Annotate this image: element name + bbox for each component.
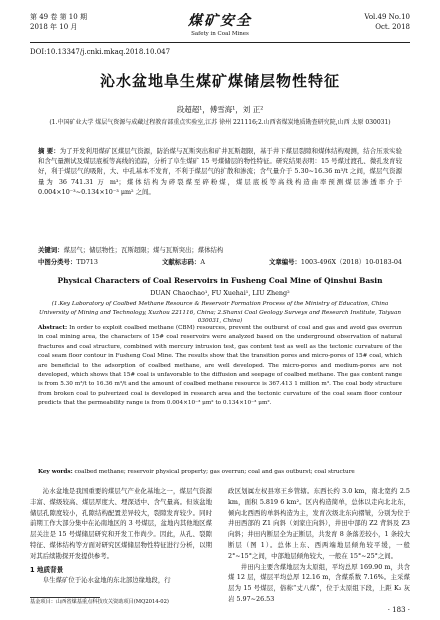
document-code — [162, 257, 205, 266]
classification-line — [38, 257, 402, 266]
art-value: 1003-496X（2018）10-0183-04 — [300, 258, 402, 266]
journal-masthead — [30, 10, 410, 37]
journal-name-cn: 煤矿安全 — [188, 13, 252, 29]
body-paragraph: 井田内主要含煤地层为太原组，平均总厚 169.90 m，共含煤 12 层，煤层平均总厚 12.16 m，含煤系数 7.16%。主采煤层为 15 号煤层，俗称“丈八煤”，位于太原组下段，上距 K₂ 灰岩 5.97~26.53 — [228, 562, 410, 603]
header-right — [364, 12, 410, 32]
english-affiliation: (1.Key Laboratory of Coalbed Methane Resource & Reservoir Formation Process of the Ministry of Education, China University of Mining and Technology, Xuzhou 221116, China; 2.Shanxi Coal Geology Surveys and Research Institute, Taiyuan 030031, China) — [38, 301, 402, 325]
abstract-cn — [38, 146, 402, 197]
section-heading: 1 地质背景 — [30, 565, 64, 574]
doc-label: 文献标志码： — [161, 258, 201, 266]
abstract-text: 为了开发利用煤矿区煤层气资源，防治煤与瓦斯突出和矿井瓦斯超限，基于井下煤层裂隙和煤体结构观测，结合压汞实验和含气量测试及煤层底板等高线的追踪，分析了阜生煤矿 15 号煤储层的物性特征。研究结果表明：15 号煤过渡孔、微孔发育较好，利于煤层气的吸附，大、中孔基本不发育，不利于煤层气的扩散和渗流；含气量介于 5.30~16.36 m³/t 之间，煤层气资源量为 36 741.31 万 m³；煤体结构为碎裂煤至碎粉煤，煤层底板等高线构造曲率预测煤层渗透率介于 0.004×10⁻³~0.134×10⁻³ μm² 之间。 — [38, 147, 403, 196]
english-abstract — [38, 324, 402, 409]
running-header — [30, 10, 410, 42]
keywords-text: 煤层气；储层物性；瓦斯超限；煤与瓦斯突出；煤体结构 — [63, 246, 224, 254]
english-keywords-label: Key words: — [38, 469, 73, 475]
english-authors: DUAN Chaochao¹, FU Xuehai¹, LIU Zheng² — [150, 289, 290, 297]
english-abstract-text: In order to exploit coalbed methane (CBM) resources, prevent the outburst of coal and gas and avoid gas overrun in coal mining area, the characters of 15# coal reservoirs were analyzed based on the underground observation of natural fractures and coal structure, combined with mercury intrusion test, gas content test as well as the tectonic curvature of the coal seam floor contour in Fusheng Coal Mine. The results show that the transition pores and micro-pores of 15# coal, which are beneficial to the adsorption of coalbed methane, are well developed. The micro-pores and medium-pores are not developed, which shows that 15# coal is unfavorable to the diffusion and seepage of coalbed methane. The gas content range is from 5.30 m³/t to 16.36 m³/t and the amount of coalbed methane resource is 367.413 1 million m³. The coal body structure from broken coal to pulverized coal is developed in research area and the tectonic curvature of the coal seam floor contour predicts that the permeability range is from 0.004×10⁻³ μm² to 0.134×10⁻³ μm². — [38, 325, 402, 407]
doi: DOI:10.13347/j.cnki.mkaq.2018.10.047 — [30, 48, 171, 56]
header-rule — [30, 42, 410, 43]
page-number: · 183 · — [387, 606, 410, 614]
english-title: Physical Characters of Coal Reservoirs in Fusheng Coal Mine of Qinshui Basin — [57, 276, 383, 285]
clc-code — [38, 257, 98, 266]
abstract-label: 摘 要： — [38, 147, 60, 155]
body-paragraph: 阜生煤矿位于沁水盆地的东北部边缘地段，行 — [42, 576, 171, 585]
article-number — [269, 257, 402, 266]
english-abstract-label: Abstract: — [38, 325, 68, 331]
journal-name-en: Safety in Coal Mines — [191, 31, 249, 37]
footnote: 基金项目：山西省煤基重点科技攻关资助项目(MQ2014-02) — [30, 599, 169, 605]
body-paragraph: 政区划属左权县寒王乡管辖。东西长约 3.0 km，南北宽约 2.5 km，面积 5.819 6 km²。区内构造简单，总体以走向北北东，倾向北西西的单斜构造为主，发育次级北东向褶皱，分别为位于井田西部的 Z1 向斜（刘家庄向斜），井田中部的 Z2 背斜及 Z3 向斜；井田内断层全为正断层，共发育 8 条落差较小，1 条较大断层（图 1）。总体上东、西两端地层倾角较平缓，一般 2°~15°之间，中部地层倾角较大，一般在 15°~25°之间。 — [228, 487, 410, 560]
keywords-cn — [38, 245, 402, 255]
english-keywords-text: coalbed methane; reservoir physical property; gas overrun; coal and gas outburst; coal structure — [74, 469, 355, 475]
paper-title: 沁水盆地阜生煤矿煤储层物性特征 — [99, 72, 340, 90]
english-keywords — [38, 468, 402, 477]
body-paragraph: 沁水盆地是我国重要的煤层气产业化基地之一，煤层气资源丰富、煤级较高、煤层厚度大、埋深适中、含气量高。但该盆地储层孔隙度较小，孔隙结构配置差异较大，裂隙发育较少。同时前期工作大部分集中在沁南地区的 3 号煤层，盆地内其他地区煤层关注是 15 号煤储层研究和开发工作尚少。因此，从孔、裂隙特征、煤体结构等方面对研究区煤储层物性特征进行分析，以期对其后续勘探开发提供参考。 — [30, 487, 212, 560]
art-label: 文章编号： — [268, 258, 301, 266]
body-column-right — [228, 486, 410, 605]
footnote-rule — [30, 597, 100, 598]
date-cn: 2018 年 10 月 — [30, 23, 78, 31]
keywords-label: 关键词： — [38, 246, 64, 254]
authors: 段超超¹，傅雪海¹，刘 正² — [176, 105, 264, 114]
volume-cn: 第 49 卷 第 10 期 — [30, 13, 87, 21]
date-en: Oct. 2018 — [375, 23, 410, 31]
doc-value: A — [200, 258, 205, 266]
clc-label: 中图分类号： — [38, 258, 77, 266]
affiliation: (1.中国矿业大学 煤层气资源与成藏过程教育部重点实验室,江苏 徐州 221116;2.山西省煤炭地质勘查研究院,山西 太原 030031) — [49, 119, 391, 126]
clc-value: TD713 — [76, 258, 98, 266]
volume-en: Vol.49 No.10 — [364, 13, 410, 21]
body-column-left — [30, 486, 212, 586]
